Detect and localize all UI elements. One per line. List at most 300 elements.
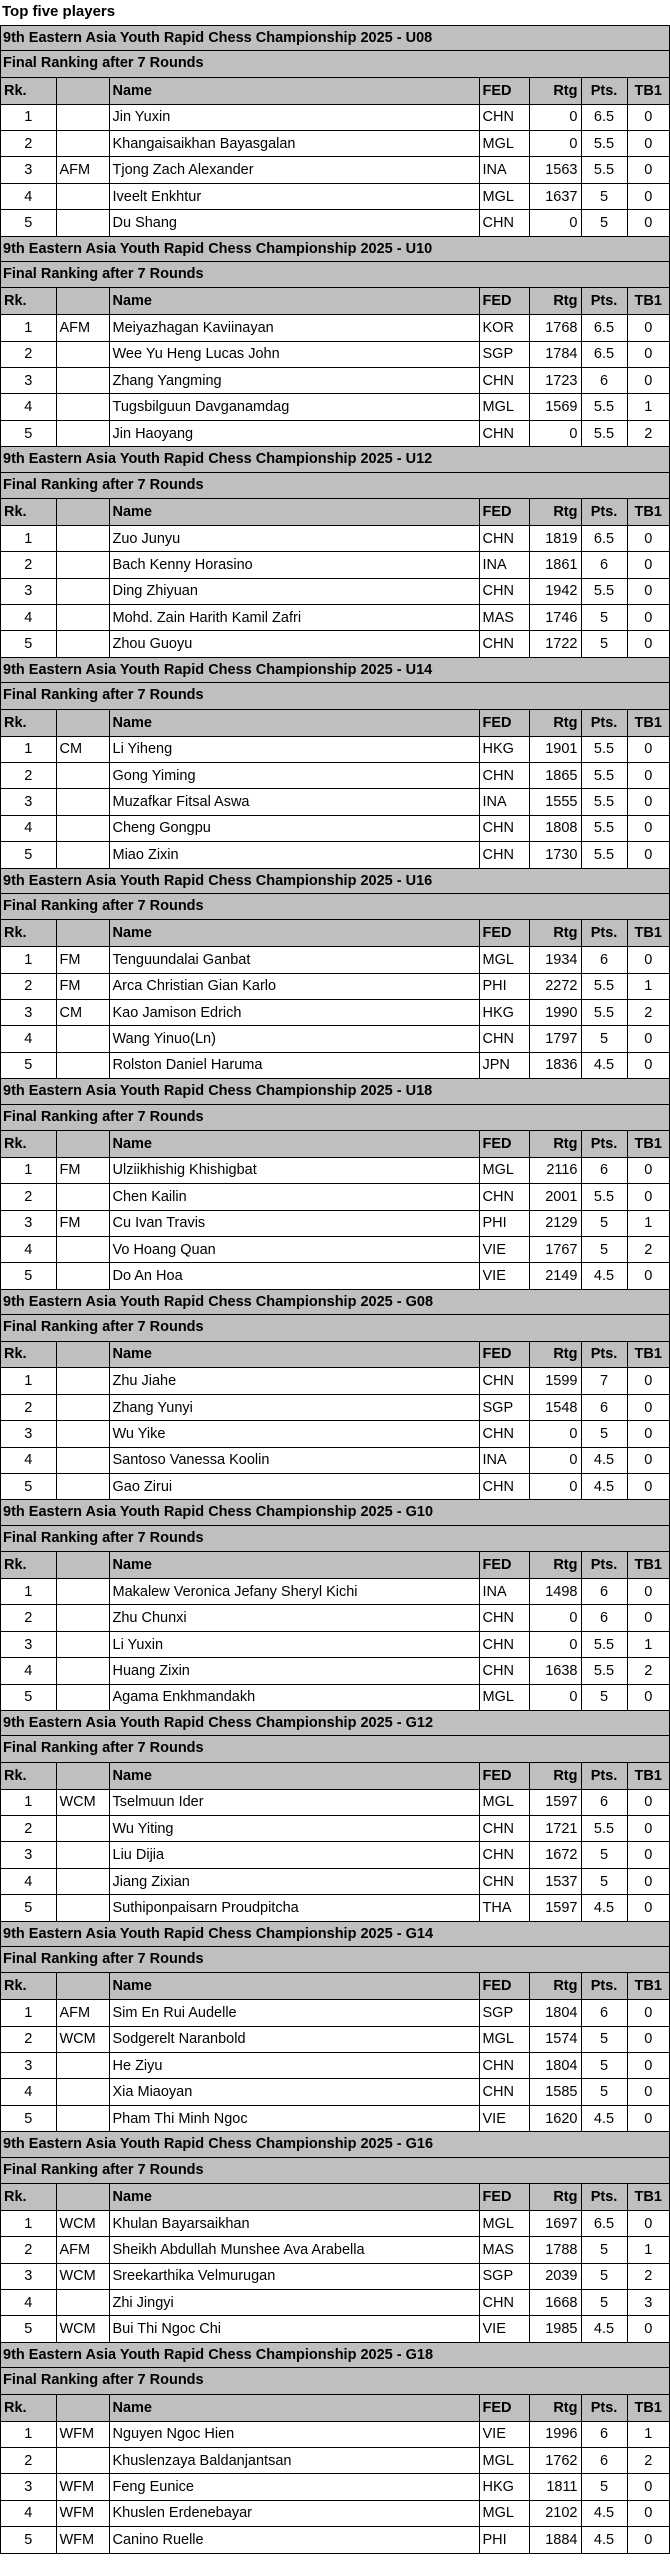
cell-points: 6 — [581, 947, 627, 973]
cell-tb1: 1 — [627, 1210, 669, 1236]
cell-name: Bach Kenny Horasino — [109, 552, 479, 578]
cell-fed: MGL — [479, 2026, 529, 2052]
cell-points: 5.5 — [581, 1658, 627, 1684]
table-row — [1, 315, 669, 341]
header-rating: Rtg — [529, 1342, 581, 1368]
cell-rank: 2 — [1, 131, 56, 157]
cell-fed: VIE — [479, 1236, 529, 1262]
cell-rank: 4 — [1, 183, 56, 209]
header-points: Pts. — [581, 2184, 627, 2210]
cell-title — [56, 1421, 109, 1447]
cell-fed: JPN — [479, 1052, 529, 1078]
header-rating: Rtg — [529, 288, 581, 314]
cell-name: Pham Thi Minh Ngoc — [109, 2105, 479, 2131]
cell-fed: MGL — [479, 394, 529, 420]
cell-fed: INA — [479, 157, 529, 183]
table-row — [1, 2053, 669, 2079]
cell-title — [56, 1842, 109, 1868]
cell-tb1: 0 — [627, 1184, 669, 1210]
cell-rank: 4 — [1, 1236, 56, 1262]
cell-rating: 1808 — [529, 815, 581, 841]
cell-fed: INA — [479, 1447, 529, 1473]
cell-rank: 5 — [1, 842, 56, 868]
cell-title: WFM — [56, 2474, 109, 2500]
cell-tb1: 0 — [627, 1789, 669, 1815]
header-rating: Rtg — [529, 710, 581, 736]
cell-tb1: 0 — [627, 2105, 669, 2131]
ranking-table — [1, 710, 669, 869]
header-rank: Rk. — [1, 288, 56, 314]
cell-points: 6 — [581, 1605, 627, 1631]
table-row — [1, 157, 669, 183]
cell-rating: 1723 — [529, 368, 581, 394]
section-subtitle: Final Ranking after 7 Rounds — [1, 262, 669, 288]
header-rank: Rk. — [1, 2184, 56, 2210]
cell-fed: MGL — [479, 1157, 529, 1183]
cell-tb1: 0 — [627, 1816, 669, 1842]
cell-tb1: 0 — [627, 1605, 669, 1631]
cell-name: Meiyazhagan Kaviinayan — [109, 315, 479, 341]
table-row — [1, 578, 669, 604]
cell-tb1: 0 — [627, 1895, 669, 1921]
cell-points: 4.5 — [581, 1263, 627, 1289]
cell-rating: 1730 — [529, 842, 581, 868]
cell-rank: 2 — [1, 1816, 56, 1842]
cell-name: Tjong Zach Alexander — [109, 157, 479, 183]
cell-title — [56, 605, 109, 631]
header-rank: Rk. — [1, 1342, 56, 1368]
cell-tb1: 3 — [627, 2290, 669, 2316]
cell-rank: 2 — [1, 1184, 56, 1210]
cell-fed: INA — [479, 789, 529, 815]
table-row — [1, 210, 669, 236]
ranking-table — [1, 1552, 669, 1711]
table-row — [1, 2474, 669, 2500]
table-row — [1, 1895, 669, 1921]
cell-tb1: 0 — [627, 552, 669, 578]
table-row — [1, 1184, 669, 1210]
cell-points: 6.5 — [581, 2210, 627, 2236]
cell-name: Xia Miaoyan — [109, 2079, 479, 2105]
cell-rank: 3 — [1, 157, 56, 183]
table-row — [1, 789, 669, 815]
header-tb1: TB1 — [627, 710, 669, 736]
cell-rating: 1804 — [529, 2000, 581, 2026]
table-row — [1, 183, 669, 209]
cell-points: 5 — [581, 1868, 627, 1894]
ranking-section — [0, 1289, 670, 1501]
cell-name: Tugsbilguun Davganamdag — [109, 394, 479, 420]
header-points: Pts. — [581, 288, 627, 314]
cell-tb1: 0 — [627, 341, 669, 367]
cell-points: 4.5 — [581, 2500, 627, 2526]
header-title — [56, 2395, 109, 2421]
cell-title — [56, 631, 109, 657]
cell-title — [56, 1368, 109, 1394]
cell-fed: INA — [479, 552, 529, 578]
cell-name: Zhu Jiahe — [109, 1368, 479, 1394]
cell-tb1: 0 — [627, 1368, 669, 1394]
ranking-section — [0, 1710, 670, 1922]
header-name: Name — [109, 2395, 479, 2421]
header-rank: Rk. — [1, 1973, 56, 1999]
cell-fed: CHN — [479, 2290, 529, 2316]
cell-fed: MGL — [479, 131, 529, 157]
cell-name: Sreekarthika Velmurugan — [109, 2263, 479, 2289]
cell-tb1: 0 — [627, 315, 669, 341]
cell-points: 6.5 — [581, 315, 627, 341]
cell-points: 4.5 — [581, 1447, 627, 1473]
cell-rank: 1 — [1, 525, 56, 551]
cell-name: Suthiponpaisarn Proudpitcha — [109, 1895, 479, 1921]
cell-tb1: 2 — [627, 2447, 669, 2473]
header-name: Name — [109, 288, 479, 314]
header-points: Pts. — [581, 1973, 627, 1999]
cell-fed: SGP — [479, 341, 529, 367]
cell-fed: CHN — [479, 525, 529, 551]
cell-tb1: 0 — [627, 1447, 669, 1473]
cell-points: 6.5 — [581, 525, 627, 551]
cell-title: AFM — [56, 315, 109, 341]
cell-title: AFM — [56, 2237, 109, 2263]
table-header-row — [1, 2395, 669, 2421]
cell-tb1: 0 — [627, 2316, 669, 2342]
cell-points: 6 — [581, 552, 627, 578]
cell-name: Nguyen Ngoc Hien — [109, 2421, 479, 2447]
cell-rank: 5 — [1, 1684, 56, 1710]
header-title — [56, 288, 109, 314]
header-fed: FED — [479, 1973, 529, 1999]
cell-tb1: 0 — [627, 1868, 669, 1894]
header-points: Pts. — [581, 2395, 627, 2421]
header-name: Name — [109, 2184, 479, 2210]
table-row — [1, 420, 669, 446]
cell-fed: HKG — [479, 999, 529, 1025]
cell-fed: CHN — [479, 1868, 529, 1894]
header-tb1: TB1 — [627, 2184, 669, 2210]
header-name: Name — [109, 1763, 479, 1789]
cell-title — [56, 1895, 109, 1921]
cell-tb1: 0 — [627, 1263, 669, 1289]
cell-fed: CHN — [479, 815, 529, 841]
header-title — [56, 1131, 109, 1157]
header-rating: Rtg — [529, 78, 581, 104]
cell-fed: MAS — [479, 2237, 529, 2263]
table-row — [1, 1236, 669, 1262]
header-tb1: TB1 — [627, 1342, 669, 1368]
cell-rating: 1985 — [529, 2316, 581, 2342]
ranking-table — [1, 288, 669, 447]
cell-rating: 1599 — [529, 1368, 581, 1394]
header-fed: FED — [479, 1342, 529, 1368]
section-title: 9th Eastern Asia Youth Rapid Chess Championship 2025 - G08 — [1, 1289, 669, 1315]
cell-rating: 1861 — [529, 552, 581, 578]
cell-rating: 0 — [529, 131, 581, 157]
cell-tb1: 0 — [627, 368, 669, 394]
cell-title — [56, 2079, 109, 2105]
table-row — [1, 762, 669, 788]
cell-rank: 1 — [1, 2000, 56, 2026]
cell-tb1: 0 — [627, 736, 669, 762]
cell-name: Miao Zixin — [109, 842, 479, 868]
cell-title — [56, 762, 109, 788]
header-name: Name — [109, 1552, 479, 1578]
cell-name: Li Yiheng — [109, 736, 479, 762]
cell-title: WCM — [56, 2263, 109, 2289]
section-title: 9th Eastern Asia Youth Rapid Chess Championship 2025 - G14 — [1, 1921, 669, 1947]
cell-points: 4.5 — [581, 1895, 627, 1921]
cell-tb1: 0 — [627, 183, 669, 209]
cell-rating: 1548 — [529, 1394, 581, 1420]
cell-title — [56, 420, 109, 446]
cell-rank: 5 — [1, 2105, 56, 2131]
cell-rank: 1 — [1, 1368, 56, 1394]
cell-rating: 1762 — [529, 2447, 581, 2473]
cell-fed: CHN — [479, 1184, 529, 1210]
cell-tb1: 0 — [627, 1473, 669, 1499]
header-points: Pts. — [581, 1131, 627, 1157]
cell-name: Li Yuxin — [109, 1631, 479, 1657]
cell-tb1: 0 — [627, 1052, 669, 1078]
cell-fed: CHN — [479, 1605, 529, 1631]
cell-tb1: 0 — [627, 815, 669, 841]
cell-tb1: 0 — [627, 2500, 669, 2526]
cell-fed: CHN — [479, 1816, 529, 1842]
cell-fed: CHN — [479, 578, 529, 604]
cell-points: 4.5 — [581, 2316, 627, 2342]
table-row — [1, 815, 669, 841]
ranking-table — [1, 2184, 669, 2343]
table-row — [1, 1263, 669, 1289]
cell-points: 5 — [581, 2053, 627, 2079]
table-row — [1, 2527, 669, 2553]
cell-name: Zhou Guoyu — [109, 631, 479, 657]
cell-points: 5.5 — [581, 1184, 627, 1210]
table-row — [1, 2500, 669, 2526]
header-title — [56, 1342, 109, 1368]
cell-points: 6 — [581, 2000, 627, 2026]
cell-rank: 1 — [1, 1157, 56, 1183]
section-subtitle: Final Ranking after 7 Rounds — [1, 473, 669, 499]
header-name: Name — [109, 78, 479, 104]
cell-rating: 0 — [529, 1473, 581, 1499]
cell-fed: CHN — [479, 1368, 529, 1394]
cell-title — [56, 552, 109, 578]
cell-rank: 1 — [1, 736, 56, 762]
cell-rating: 1569 — [529, 394, 581, 420]
cell-title — [56, 842, 109, 868]
cell-rank: 5 — [1, 420, 56, 446]
cell-fed: MGL — [479, 947, 529, 973]
ranking-section — [0, 236, 670, 448]
cell-title: AFM — [56, 157, 109, 183]
cell-title: WFM — [56, 2500, 109, 2526]
cell-tb1: 0 — [627, 1421, 669, 1447]
cell-name: Wu Yike — [109, 1421, 479, 1447]
cell-points: 5 — [581, 2026, 627, 2052]
cell-fed: VIE — [479, 2105, 529, 2131]
header-fed: FED — [479, 499, 529, 525]
ranking-section — [0, 25, 670, 237]
cell-title — [56, 1605, 109, 1631]
cell-points: 5 — [581, 1421, 627, 1447]
cell-points: 5.5 — [581, 973, 627, 999]
cell-rating: 1668 — [529, 2290, 581, 2316]
table-row — [1, 2210, 669, 2236]
table-row — [1, 1210, 669, 1236]
table-row — [1, 1421, 669, 1447]
table-row — [1, 1868, 669, 1894]
header-title — [56, 710, 109, 736]
cell-rating: 1597 — [529, 1895, 581, 1921]
cell-rating: 1563 — [529, 157, 581, 183]
cell-rank: 2 — [1, 973, 56, 999]
cell-rank: 5 — [1, 1052, 56, 1078]
table-row — [1, 1789, 669, 1815]
cell-name: Huang Zixin — [109, 1658, 479, 1684]
ranking-section — [0, 868, 670, 1080]
header-tb1: TB1 — [627, 2395, 669, 2421]
cell-name: Jin Haoyang — [109, 420, 479, 446]
header-rank: Rk. — [1, 1763, 56, 1789]
section-title: 9th Eastern Asia Youth Rapid Chess Championship 2025 - U16 — [1, 868, 669, 894]
cell-points: 5 — [581, 2237, 627, 2263]
cell-rating: 1585 — [529, 2079, 581, 2105]
cell-name: Rolston Daniel Haruma — [109, 1052, 479, 1078]
cell-title — [56, 1868, 109, 1894]
cell-fed: SGP — [479, 2000, 529, 2026]
cell-name: Khuslenzaya Baldanjantsan — [109, 2447, 479, 2473]
cell-rank: 4 — [1, 2290, 56, 2316]
cell-title — [56, 789, 109, 815]
cell-fed: VIE — [479, 2421, 529, 2447]
cell-tb1: 0 — [627, 2079, 669, 2105]
table-row — [1, 2263, 669, 2289]
cell-rating: 1574 — [529, 2026, 581, 2052]
cell-rank: 2 — [1, 1394, 56, 1420]
cell-points: 5.5 — [581, 736, 627, 762]
cell-tb1: 0 — [627, 1684, 669, 1710]
cell-rating: 1555 — [529, 789, 581, 815]
cell-points: 5 — [581, 2263, 627, 2289]
cell-rating: 1996 — [529, 2421, 581, 2447]
header-fed: FED — [479, 2395, 529, 2421]
cell-rank: 4 — [1, 2079, 56, 2105]
table-row — [1, 1157, 669, 1183]
cell-name: Muzafkar Fitsal Aswa — [109, 789, 479, 815]
header-name: Name — [109, 710, 479, 736]
cell-title: FM — [56, 1210, 109, 1236]
cell-tb1: 0 — [627, 2210, 669, 2236]
table-row — [1, 1473, 669, 1499]
table-row — [1, 1684, 669, 1710]
header-tb1: TB1 — [627, 1131, 669, 1157]
cell-name: Sim En Rui Audelle — [109, 2000, 479, 2026]
table-row — [1, 2105, 669, 2131]
cell-rank: 2 — [1, 2026, 56, 2052]
section-title: 9th Eastern Asia Youth Rapid Chess Championship 2025 - U12 — [1, 446, 669, 472]
cell-points: 6 — [581, 1789, 627, 1815]
cell-tb1: 1 — [627, 394, 669, 420]
header-title — [56, 78, 109, 104]
cell-name: Agama Enkhmandakh — [109, 1684, 479, 1710]
cell-title: FM — [56, 973, 109, 999]
cell-points: 6 — [581, 368, 627, 394]
cell-points: 5 — [581, 1210, 627, 1236]
section-subtitle: Final Ranking after 7 Rounds — [1, 2158, 669, 2184]
header-rating: Rtg — [529, 1552, 581, 1578]
cell-tb1: 0 — [627, 1842, 669, 1868]
header-rank: Rk. — [1, 1131, 56, 1157]
cell-rank: 1 — [1, 104, 56, 130]
cell-tb1: 0 — [627, 1157, 669, 1183]
cell-rank: 3 — [1, 368, 56, 394]
ranking-table — [1, 1131, 669, 1290]
cell-title: CM — [56, 999, 109, 1025]
table-row — [1, 1579, 669, 1605]
table-row — [1, 552, 669, 578]
cell-rating: 0 — [529, 1447, 581, 1473]
cell-rating: 1836 — [529, 1052, 581, 1078]
cell-rating: 1498 — [529, 1579, 581, 1605]
cell-points: 5 — [581, 2079, 627, 2105]
cell-points: 6.5 — [581, 104, 627, 130]
section-subtitle: Final Ranking after 7 Rounds — [1, 1947, 669, 1973]
cell-title — [56, 131, 109, 157]
cell-title: AFM — [56, 2000, 109, 2026]
cell-fed: THA — [479, 1895, 529, 1921]
cell-title — [56, 1684, 109, 1710]
cell-name: Santoso Vanessa Koolin — [109, 1447, 479, 1473]
cell-name: Ding Zhiyuan — [109, 578, 479, 604]
header-rating: Rtg — [529, 1131, 581, 1157]
header-title — [56, 1763, 109, 1789]
cell-tb1: 1 — [627, 2421, 669, 2447]
cell-fed: MGL — [479, 2447, 529, 2473]
section-subtitle: Final Ranking after 7 Rounds — [1, 894, 669, 920]
table-header-row — [1, 920, 669, 946]
cell-name: Wang Yinuo(Ln) — [109, 1026, 479, 1052]
cell-title: FM — [56, 1157, 109, 1183]
section-title: 9th Eastern Asia Youth Rapid Chess Championship 2025 - U14 — [1, 657, 669, 683]
ranking-table — [1, 1973, 669, 2132]
header-rating: Rtg — [529, 1973, 581, 1999]
cell-rank: 3 — [1, 789, 56, 815]
cell-title — [56, 1394, 109, 1420]
cell-points: 4.5 — [581, 2527, 627, 2553]
ranking-section — [0, 446, 670, 658]
cell-name: Cu Ivan Travis — [109, 1210, 479, 1236]
ranking-table — [1, 2395, 669, 2554]
cell-name: Tenguundalai Ganbat — [109, 947, 479, 973]
cell-rank: 4 — [1, 605, 56, 631]
header-points: Pts. — [581, 499, 627, 525]
section-subtitle: Final Ranking after 7 Rounds — [1, 1315, 669, 1341]
cell-fed: CHN — [479, 1026, 529, 1052]
header-fed: FED — [479, 2184, 529, 2210]
cell-tb1: 1 — [627, 973, 669, 999]
header-title — [56, 920, 109, 946]
header-rank: Rk. — [1, 710, 56, 736]
table-row — [1, 1052, 669, 1078]
cell-title: CM — [56, 736, 109, 762]
cell-tb1: 1 — [627, 1631, 669, 1657]
cell-fed: PHI — [479, 973, 529, 999]
cell-fed: SGP — [479, 1394, 529, 1420]
cell-rating: 1811 — [529, 2474, 581, 2500]
header-points: Pts. — [581, 78, 627, 104]
cell-rating: 0 — [529, 1421, 581, 1447]
